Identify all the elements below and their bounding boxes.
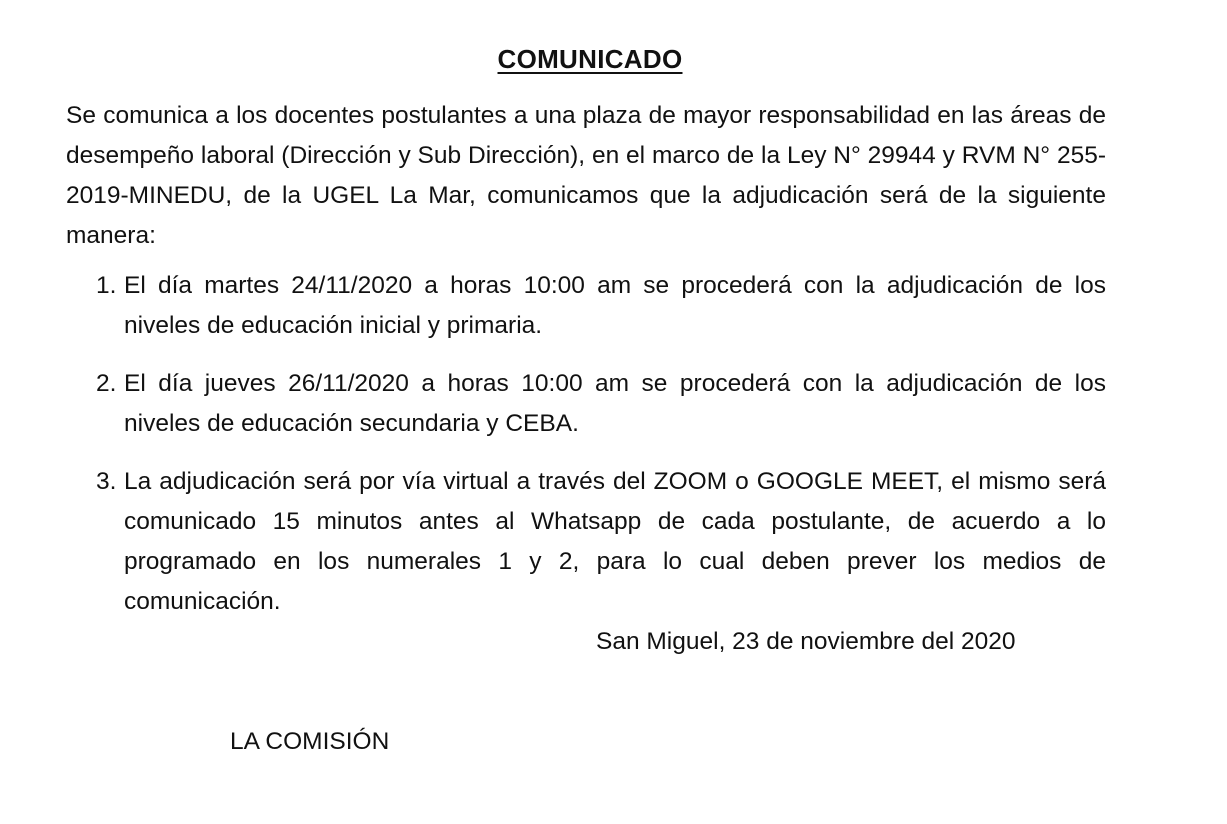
- list-item-number: 2.: [96, 370, 117, 397]
- signature-line: LA COMISIÓN: [230, 728, 390, 755]
- list-item-text: El día jueves 26/11/2020 a horas 10:00 am se procederá con la adjudicación de los niveles de educación secundaria y CEBA.: [124, 370, 1106, 437]
- list-item: [88, 462, 1106, 622]
- list-item: [88, 364, 1106, 444]
- list-item: [88, 266, 1106, 346]
- numbered-list: [88, 266, 1106, 622]
- list-item-number: 3.: [96, 468, 117, 495]
- list-item-text: La adjudicación será por vía virtual a través del ZOOM o GOOGLE MEET, el mismo será comunicado 15 minutos antes al Whatsapp de cada postulante, de acuerdo a lo programado en los numerales 1 y 2, para lo cual deben prever los medios de comunicación.: [124, 468, 1106, 615]
- list-item-number: 1.: [96, 272, 117, 299]
- document-title: COMUNICADO: [497, 44, 683, 74]
- place-and-date: San Miguel, 23 de noviembre del 2020: [596, 628, 1016, 655]
- list-item-text: El día martes 24/11/2020 a horas 10:00 am se procederá con la adjudicación de los niveles de educación inicial y primaria.: [124, 272, 1106, 339]
- intro-paragraph: Se comunica a los docentes postulantes a una plaza de mayor responsabilidad en las áreas de desempeño laboral (Dirección y Sub Dirección), en el marco de la Ley N° 29944 y RVM N° 255-2019-MINEDU, de la UGEL La Mar, comunicamos que la adjudicación será de la siguiente manera:: [66, 102, 1106, 249]
